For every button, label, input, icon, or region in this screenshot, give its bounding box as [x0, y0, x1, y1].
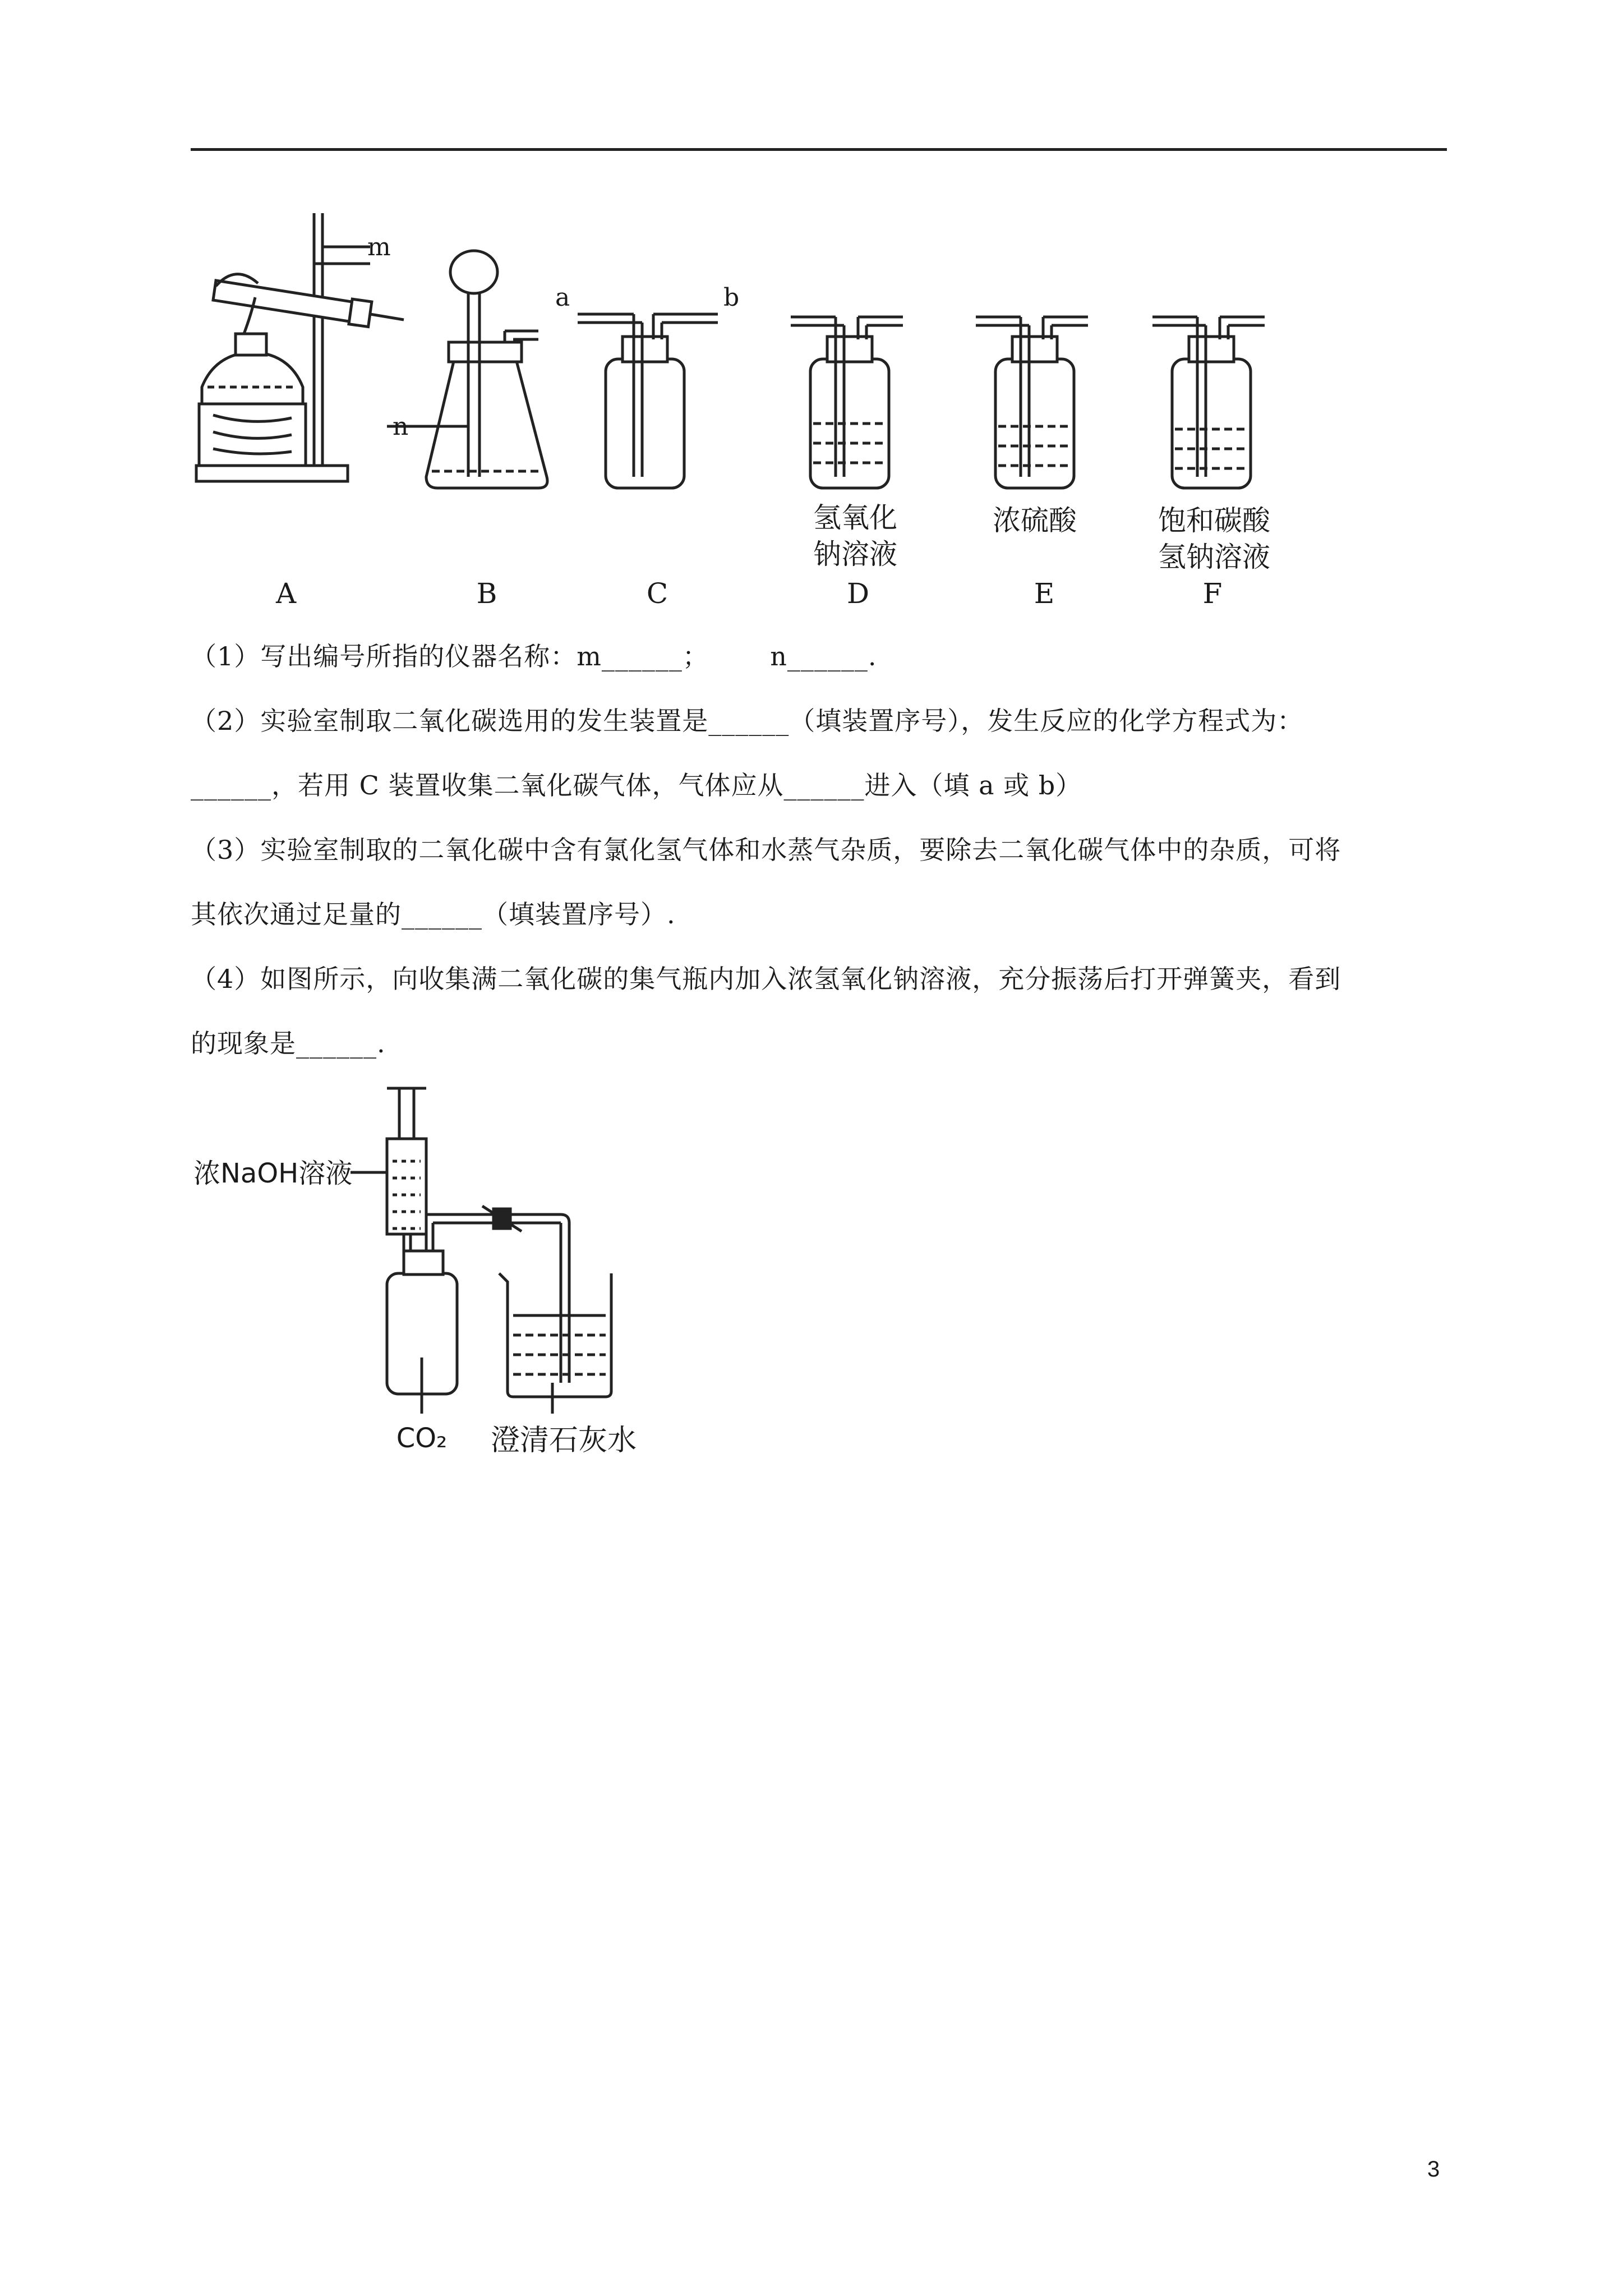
- caption-f-line1: 饱和碳酸: [1158, 504, 1270, 537]
- apparatus-figure: [0, 0, 1623, 617]
- apparatus-letter-b: B: [476, 577, 497, 610]
- limewater-label: 澄清石灰水: [490, 1424, 637, 1457]
- apparatus-letter-d: D: [846, 577, 870, 610]
- caption-d-line1: 氢氧化: [813, 501, 897, 534]
- question-3-line2: 其依次通过足量的______（填装置序号）.: [191, 899, 676, 930]
- caption-d-line2: 钠溶液: [813, 538, 897, 570]
- question-1: （1）写出编号所指的仪器名称：m______； n______.: [191, 641, 877, 671]
- question-2-line2: ______，若用 C 装置收集二氧化碳气体，气体应从______进入（填 a 或 b）: [191, 770, 1082, 800]
- apparatus-letter-c: C: [646, 577, 668, 610]
- label-b: b: [723, 283, 740, 312]
- caption-e-line1: 浓硫酸: [993, 504, 1077, 537]
- label-a: a: [555, 283, 570, 312]
- co2-label: CO₂: [396, 1423, 448, 1454]
- label-m: m: [367, 233, 391, 261]
- page-number: 3: [1427, 2157, 1440, 2182]
- apparatus-letter-a: A: [275, 577, 297, 610]
- apparatus-letter-e: E: [1034, 577, 1055, 610]
- label-n: n: [393, 412, 409, 441]
- question-4-line2: 的现象是______.: [191, 1028, 386, 1059]
- apparatus-letter-f: F: [1202, 577, 1223, 610]
- question-2-line1: （2）实验室制取二氧化碳选用的发生装置是______（填装置序号），发生反应的化学方程式为：: [191, 706, 1304, 736]
- caption-f-line2: 氢钠溶液: [1158, 541, 1270, 573]
- question-4-line1: （4）如图所示，向收集满二氧化碳的集气瓶内加入浓氢氧化钠溶液，充分振荡后打开弹簧夹，看到: [191, 964, 1341, 994]
- question-3-line1: （3）实验室制取的二氧化碳中含有氯化氢气体和水蒸气杂质，要除去二氧化碳气体中的杂质，可将: [191, 835, 1341, 865]
- naoh-label: 浓NaOH溶液: [193, 1158, 353, 1189]
